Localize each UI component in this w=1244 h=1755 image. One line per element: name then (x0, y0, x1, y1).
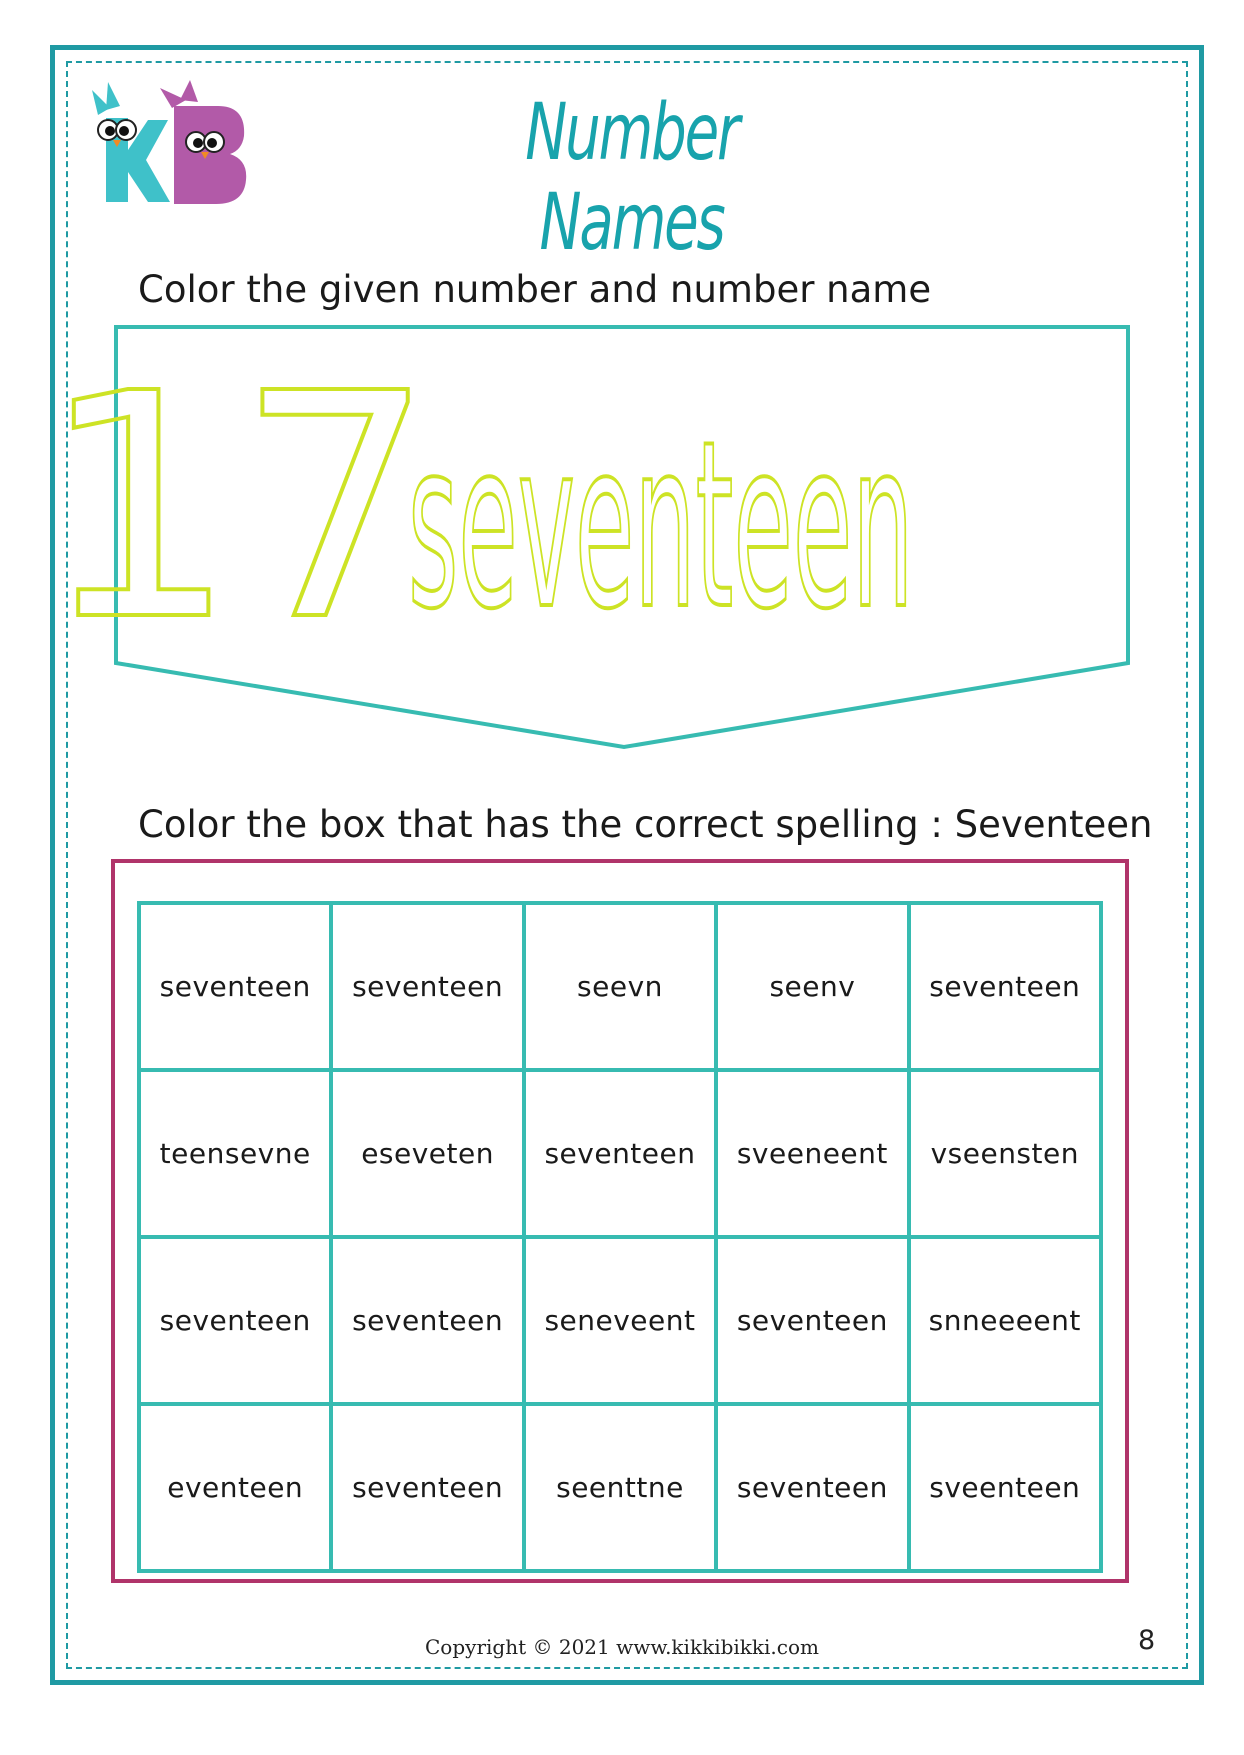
grid-row (139, 1237, 1101, 1404)
grid-cell[interactable]: seneveent (524, 1237, 716, 1404)
grid-cell[interactable]: eventeen (139, 1404, 331, 1571)
grid-cell[interactable]: seventeen (524, 1070, 716, 1237)
grid-cell[interactable]: seventeen (909, 903, 1101, 1070)
grid-cell[interactable]: seevn (524, 903, 716, 1070)
grid-cell[interactable]: seenttne (524, 1404, 716, 1571)
instruction-color-number: Color the given number and number name (138, 268, 932, 311)
grid-cell[interactable]: seventeen (139, 1237, 331, 1404)
instruction-correct-spelling: Color the box that has the correct spelling : Seventeen (138, 803, 1153, 846)
big-number-outline: 17 (39, 328, 435, 689)
grid-cell[interactable]: vseensten (909, 1070, 1101, 1237)
number-banner (39, 323, 1132, 753)
grid-cell[interactable]: teensevne (139, 1070, 331, 1237)
grid-cell[interactable]: sveeneent (716, 1070, 908, 1237)
grid-cell[interactable]: seenv (716, 903, 908, 1070)
copyright-footer: Copyright © 2021 www.kikkibikki.com (425, 1635, 819, 1659)
spelling-grid (137, 901, 1103, 1573)
grid-cell[interactable]: seventeen (716, 1404, 908, 1571)
grid-row (139, 903, 1101, 1070)
grid-cell[interactable]: eseveten (331, 1070, 523, 1237)
big-number-name-outline: seventeen (408, 391, 914, 660)
grid-row (139, 1404, 1101, 1571)
grid-cell[interactable]: seventeen (331, 1404, 523, 1571)
kb-logo (88, 80, 248, 210)
page-title: Number Names (525, 88, 738, 268)
grid-cell[interactable]: seventeen (331, 1237, 523, 1404)
grid-cell[interactable]: snneeeent (909, 1237, 1101, 1404)
grid-cell[interactable]: seventeen (331, 903, 523, 1070)
grid-row (139, 1070, 1101, 1237)
grid-cell[interactable]: sveenteen (909, 1404, 1101, 1571)
page-number: 8 (1138, 1625, 1156, 1656)
grid-cell[interactable]: seventeen (139, 903, 331, 1070)
grid-cell[interactable]: seventeen (716, 1237, 908, 1404)
